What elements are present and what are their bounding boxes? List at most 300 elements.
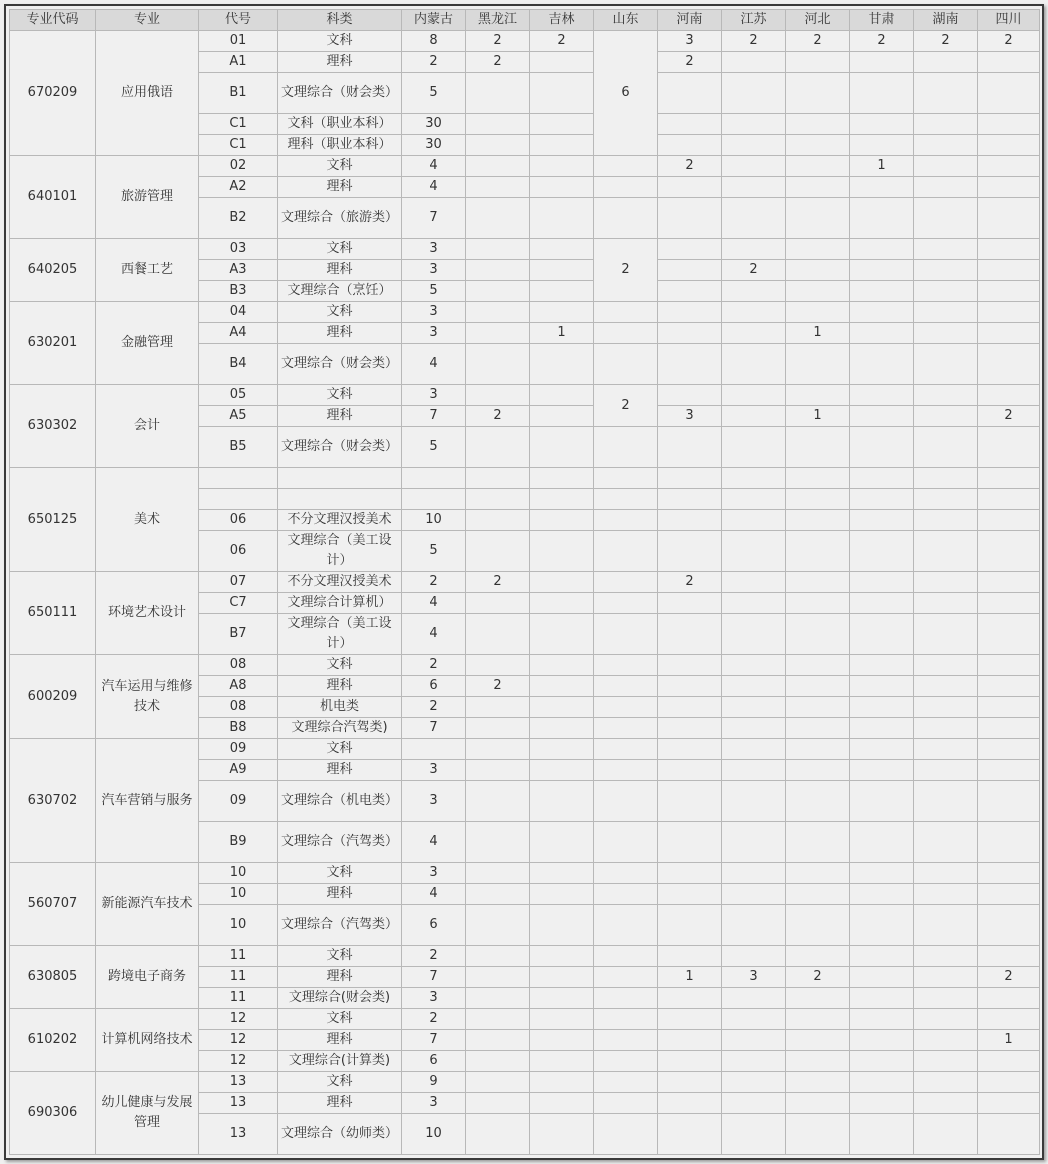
quota-cell	[722, 614, 786, 655]
quota-cell	[658, 468, 722, 489]
quota-cell	[850, 1072, 914, 1093]
quota-cell	[466, 1030, 530, 1051]
code-cell: 07	[199, 572, 278, 593]
quota-cell	[722, 593, 786, 614]
quota-cell	[658, 73, 722, 114]
quota-cell	[850, 718, 914, 739]
quota-cell	[658, 489, 722, 510]
quota-cell: 4	[402, 344, 466, 385]
quota-cell	[722, 1051, 786, 1072]
quota-cell	[850, 302, 914, 323]
code-cell: 06	[199, 531, 278, 572]
quota-cell	[978, 1009, 1040, 1030]
category-cell: 不分文理汉授美术	[278, 572, 402, 593]
quota-cell	[466, 489, 530, 510]
quota-cell	[722, 468, 786, 489]
quota-cell	[978, 510, 1040, 531]
quota-cell	[914, 1051, 978, 1072]
major-code: 640205	[10, 239, 96, 302]
column-header: 吉林	[530, 10, 594, 31]
quota-cell: 10	[402, 510, 466, 531]
code-cell: B1	[199, 73, 278, 114]
category-cell: 文理综合（财会类）	[278, 73, 402, 114]
quota-cell	[914, 967, 978, 988]
quota-cell	[914, 988, 978, 1009]
quota-cell	[914, 676, 978, 697]
quota-cell	[978, 884, 1040, 905]
quota-cell	[850, 1051, 914, 1072]
category-cell: 文科	[278, 156, 402, 177]
code-cell: 06	[199, 510, 278, 531]
code-cell: 12	[199, 1051, 278, 1072]
category-cell: 文科	[278, 655, 402, 676]
quota-cell	[978, 593, 1040, 614]
quota-cell	[850, 822, 914, 863]
quota-cell	[722, 822, 786, 863]
quota-cell	[530, 718, 594, 739]
quota-cell	[850, 198, 914, 239]
quota-cell	[466, 156, 530, 177]
quota-cell	[850, 760, 914, 781]
quota-cell	[722, 406, 786, 427]
quota-cell	[850, 323, 914, 344]
quota-cell	[786, 905, 850, 946]
quota-cell	[658, 1093, 722, 1114]
quota-cell: 2	[722, 31, 786, 52]
quota-cell	[914, 344, 978, 385]
quota-cell	[786, 52, 850, 73]
quota-cell	[530, 281, 594, 302]
code-cell: C7	[199, 593, 278, 614]
quota-cell	[850, 73, 914, 114]
quota-cell: 7	[402, 718, 466, 739]
quota-cell	[530, 739, 594, 760]
quota-cell	[914, 718, 978, 739]
quota-cell	[850, 884, 914, 905]
quota-cell	[658, 905, 722, 946]
quota-cell	[786, 156, 850, 177]
quota-cell: 3	[402, 988, 466, 1009]
code-cell: A4	[199, 323, 278, 344]
code-cell: B7	[199, 614, 278, 655]
table-row	[10, 31, 1040, 52]
column-header: 专业代码	[10, 10, 96, 31]
quota-cell	[530, 676, 594, 697]
quota-cell	[530, 468, 594, 489]
quota-cell	[786, 988, 850, 1009]
category-cell: 理科	[278, 1093, 402, 1114]
quota-cell	[594, 760, 658, 781]
quota-cell	[850, 531, 914, 572]
quota-cell	[850, 593, 914, 614]
category-cell: 不分文理汉授美术	[278, 510, 402, 531]
quota-cell: 7	[402, 967, 466, 988]
quota-cell	[786, 718, 850, 739]
quota-cell: 2	[466, 52, 530, 73]
category-cell: 理科	[278, 323, 402, 344]
major-code: 650125	[10, 468, 96, 572]
quota-cell	[914, 406, 978, 427]
quota-cell	[914, 739, 978, 760]
quota-cell	[658, 739, 722, 760]
quota-cell	[786, 572, 850, 593]
quota-cell	[914, 614, 978, 655]
quota-cell	[466, 323, 530, 344]
quota-cell	[594, 572, 658, 593]
category-cell: 理科	[278, 1030, 402, 1051]
quota-cell	[658, 198, 722, 239]
major-name: 会计	[96, 385, 199, 468]
quota-cell	[786, 739, 850, 760]
quota-cell: 10	[402, 1114, 466, 1155]
quota-cell	[850, 781, 914, 822]
quota-cell	[786, 385, 850, 406]
quota-cell	[658, 260, 722, 281]
quota-cell	[786, 468, 850, 489]
quota-cell	[850, 967, 914, 988]
quota-cell	[722, 655, 786, 676]
quota-cell: 30	[402, 114, 466, 135]
quota-cell	[530, 614, 594, 655]
quota-cell	[402, 489, 466, 510]
quota-cell	[722, 385, 786, 406]
quota-cell	[658, 135, 722, 156]
quota-cell	[530, 1114, 594, 1155]
major-code: 650111	[10, 572, 96, 655]
category-cell: 理科	[278, 967, 402, 988]
quota-cell	[530, 489, 594, 510]
quota-cell	[594, 593, 658, 614]
quota-cell	[594, 427, 658, 468]
quota-cell	[850, 676, 914, 697]
quota-cell	[658, 239, 722, 260]
major-name: 汽车运用与维修技术	[96, 655, 199, 739]
quota-cell	[722, 427, 786, 468]
quota-cell	[594, 1114, 658, 1155]
quota-cell	[466, 1114, 530, 1155]
quota-cell	[466, 385, 530, 406]
quota-cell	[466, 1009, 530, 1030]
quota-cell	[850, 1030, 914, 1051]
quota-cell	[530, 510, 594, 531]
column-header: 湖南	[914, 10, 978, 31]
quota-cell	[978, 614, 1040, 655]
quota-cell	[914, 905, 978, 946]
quota-cell	[978, 489, 1040, 510]
category-cell: 文理综合(财会类)	[278, 988, 402, 1009]
quota-cell	[530, 239, 594, 260]
quota-cell	[914, 281, 978, 302]
quota-cell	[722, 884, 786, 905]
category-cell: 文科	[278, 1072, 402, 1093]
quota-cell	[594, 198, 658, 239]
quota-cell	[786, 177, 850, 198]
code-cell: A2	[199, 177, 278, 198]
quota-cell	[658, 302, 722, 323]
quota-cell	[850, 239, 914, 260]
quota-cell	[914, 884, 978, 905]
quota-cell: 6	[594, 31, 658, 156]
category-cell: 文理综合（幼师类）	[278, 1114, 402, 1155]
category-cell: 文理综合(计算类)	[278, 1051, 402, 1072]
quota-cell: 2	[466, 572, 530, 593]
quota-cell	[914, 468, 978, 489]
quota-cell	[914, 572, 978, 593]
code-cell: 11	[199, 946, 278, 967]
quota-cell	[594, 863, 658, 884]
quota-cell	[722, 760, 786, 781]
code-cell: 11	[199, 967, 278, 988]
category-cell: 文科	[278, 385, 402, 406]
quota-cell	[850, 385, 914, 406]
quota-cell	[722, 739, 786, 760]
quota-cell	[914, 260, 978, 281]
code-cell: C1	[199, 114, 278, 135]
code-cell: 02	[199, 156, 278, 177]
column-header: 内蒙古	[402, 10, 466, 31]
category-cell: 文理综合（财会类）	[278, 344, 402, 385]
quota-cell	[530, 863, 594, 884]
quota-cell	[466, 1072, 530, 1093]
code-cell: 08	[199, 697, 278, 718]
quota-cell: 9	[402, 1072, 466, 1093]
quota-cell	[466, 1051, 530, 1072]
category-cell: 文科	[278, 863, 402, 884]
quota-cell	[978, 697, 1040, 718]
quota-cell: 3	[402, 323, 466, 344]
quota-cell	[722, 718, 786, 739]
quota-cell	[978, 760, 1040, 781]
quota-cell	[786, 697, 850, 718]
quota-cell: 4	[402, 822, 466, 863]
quota-cell	[466, 427, 530, 468]
quota-cell	[786, 135, 850, 156]
quota-cell: 4	[402, 177, 466, 198]
quota-cell: 5	[402, 73, 466, 114]
quota-cell	[722, 323, 786, 344]
category-cell: 文理综合汽驾类)	[278, 718, 402, 739]
quota-cell	[786, 822, 850, 863]
quota-cell	[530, 1051, 594, 1072]
quota-cell: 3	[402, 385, 466, 406]
quota-cell: 3	[402, 302, 466, 323]
quota-cell: 5	[402, 427, 466, 468]
quota-cell	[786, 760, 850, 781]
code-cell: 09	[199, 781, 278, 822]
quota-cell	[530, 1093, 594, 1114]
quota-cell	[850, 344, 914, 385]
quota-cell	[850, 572, 914, 593]
quota-cell	[594, 905, 658, 946]
column-header: 科类	[278, 10, 402, 31]
code-cell: B8	[199, 718, 278, 739]
quota-cell	[978, 1114, 1040, 1155]
code-cell: A1	[199, 52, 278, 73]
quota-cell	[658, 718, 722, 739]
quota-cell	[530, 302, 594, 323]
quota-cell	[914, 531, 978, 572]
quota-cell	[786, 260, 850, 281]
quota-cell	[722, 988, 786, 1009]
quota-cell	[786, 614, 850, 655]
quota-cell	[786, 1030, 850, 1051]
quota-cell	[850, 614, 914, 655]
category-cell: 文理综合（汽驾类）	[278, 822, 402, 863]
code-cell: B5	[199, 427, 278, 468]
major-name: 金融管理	[96, 302, 199, 385]
quota-cell	[850, 1114, 914, 1155]
quota-cell: 3	[722, 967, 786, 988]
quota-cell: 7	[402, 406, 466, 427]
major-code: 670209	[10, 31, 96, 156]
quota-cell: 4	[402, 156, 466, 177]
major-name: 计算机网络技术	[96, 1009, 199, 1072]
quota-cell	[978, 73, 1040, 114]
quota-cell	[530, 884, 594, 905]
quota-cell	[786, 1093, 850, 1114]
category-cell: 文理综合（汽驾类）	[278, 905, 402, 946]
quota-cell: 2	[978, 31, 1040, 52]
quota-cell	[786, 114, 850, 135]
table-row	[10, 655, 1040, 676]
quota-cell	[658, 946, 722, 967]
quota-cell	[594, 676, 658, 697]
quota-cell	[978, 1072, 1040, 1093]
quota-cell	[722, 114, 786, 135]
quota-cell	[722, 1072, 786, 1093]
category-cell: 文理综合计算机）	[278, 593, 402, 614]
quota-cell	[850, 905, 914, 946]
category-cell: 理科	[278, 760, 402, 781]
quota-cell: 1	[786, 406, 850, 427]
quota-cell: 2	[658, 52, 722, 73]
code-cell: 13	[199, 1114, 278, 1155]
quota-cell	[978, 260, 1040, 281]
quota-cell	[530, 593, 594, 614]
quota-cell: 2	[786, 31, 850, 52]
quota-cell	[530, 385, 594, 406]
quota-cell	[530, 198, 594, 239]
table-row	[10, 739, 1040, 760]
category-cell: 机电类	[278, 697, 402, 718]
quota-cell	[402, 739, 466, 760]
quota-cell: 2	[402, 946, 466, 967]
quota-cell	[914, 135, 978, 156]
code-cell: B9	[199, 822, 278, 863]
quota-cell	[850, 510, 914, 531]
quota-cell	[914, 781, 978, 822]
code-cell: A3	[199, 260, 278, 281]
code-cell: 10	[199, 905, 278, 946]
quota-cell	[658, 593, 722, 614]
quota-cell	[594, 1072, 658, 1093]
quota-cell	[466, 531, 530, 572]
quota-cell	[850, 1093, 914, 1114]
category-cell: 文科	[278, 946, 402, 967]
major-name: 西餐工艺	[96, 239, 199, 302]
quota-cell	[466, 177, 530, 198]
major-name: 幼儿健康与发展管理	[96, 1072, 199, 1155]
column-header: 专业	[96, 10, 199, 31]
quota-cell	[466, 302, 530, 323]
quota-cell	[722, 198, 786, 239]
quota-cell: 3	[658, 31, 722, 52]
quota-cell	[914, 1093, 978, 1114]
quota-cell	[594, 988, 658, 1009]
quota-cell	[530, 156, 594, 177]
column-header: 河南	[658, 10, 722, 31]
quota-cell	[722, 1009, 786, 1030]
quota-cell: 3	[402, 781, 466, 822]
quota-cell	[658, 531, 722, 572]
quota-cell	[978, 531, 1040, 572]
quota-cell	[914, 385, 978, 406]
quota-cell	[978, 135, 1040, 156]
quota-cell	[978, 177, 1040, 198]
quota-cell	[722, 510, 786, 531]
quota-cell	[914, 239, 978, 260]
quota-cell	[658, 1051, 722, 1072]
quota-cell	[850, 697, 914, 718]
quota-cell	[722, 281, 786, 302]
quota-cell	[914, 760, 978, 781]
category-cell: 文理综合（机电类）	[278, 781, 402, 822]
quota-cell	[658, 697, 722, 718]
major-code: 630302	[10, 385, 96, 468]
quota-cell: 2	[402, 697, 466, 718]
quota-cell	[722, 863, 786, 884]
quota-cell	[466, 239, 530, 260]
code-cell: A5	[199, 406, 278, 427]
quota-cell: 2	[786, 967, 850, 988]
quota-cell	[466, 281, 530, 302]
quota-cell	[914, 177, 978, 198]
quota-cell	[978, 281, 1040, 302]
quota-cell	[466, 73, 530, 114]
quota-cell: 4	[402, 614, 466, 655]
quota-cell	[530, 1072, 594, 1093]
quota-cell	[978, 863, 1040, 884]
quota-cell	[594, 822, 658, 863]
quota-cell	[978, 781, 1040, 822]
quota-cell	[786, 427, 850, 468]
category-cell: 文科	[278, 739, 402, 760]
quota-cell	[530, 697, 594, 718]
quota-cell	[978, 676, 1040, 697]
quota-cell	[978, 385, 1040, 406]
quota-cell	[722, 946, 786, 967]
quota-cell	[722, 905, 786, 946]
quota-cell	[466, 114, 530, 135]
quota-cell: 5	[402, 281, 466, 302]
column-header: 代号	[199, 10, 278, 31]
category-cell: 理科	[278, 406, 402, 427]
quota-cell	[914, 1114, 978, 1155]
quota-cell	[466, 260, 530, 281]
quota-cell	[530, 114, 594, 135]
quota-cell	[914, 198, 978, 239]
quota-cell	[722, 676, 786, 697]
quota-cell	[786, 489, 850, 510]
quota-cell	[530, 427, 594, 468]
quota-cell	[978, 718, 1040, 739]
quota-cell	[658, 822, 722, 863]
quota-cell: 6	[402, 905, 466, 946]
quota-cell	[978, 1051, 1040, 1072]
major-name: 汽车营销与服务	[96, 739, 199, 863]
code-cell: 05	[199, 385, 278, 406]
quota-cell	[466, 593, 530, 614]
